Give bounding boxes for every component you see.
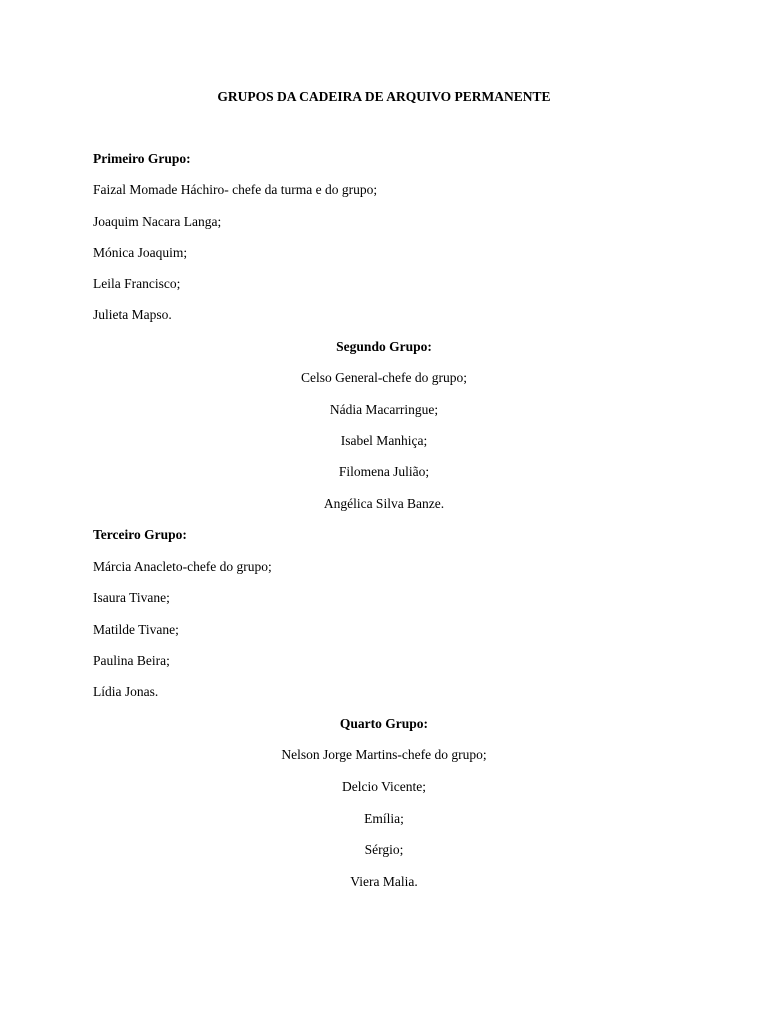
group-member-item: Sérgio;: [364, 842, 404, 857]
group-member-item: Isaura Tivane;: [93, 590, 170, 605]
group-heading-primeiro: Primeiro Grupo:: [93, 151, 191, 166]
group-member-item: Celso General-chefe do grupo;: [300, 370, 468, 385]
group-member-item: Nádia Macarringue;: [329, 402, 439, 417]
group-heading-terceiro: Terceiro Grupo:: [93, 527, 187, 542]
group-member-item: Mónica Joaquim;: [93, 245, 188, 260]
group-member-item: Julieta Mapso.: [93, 307, 172, 322]
group-heading-segundo: Segundo Grupo:: [336, 339, 432, 354]
group-member-item: Joaquim Nacara Langa;: [93, 214, 222, 229]
group-member-item: Matilde Tivane;: [93, 622, 179, 637]
group-member-item: Leila Francisco;: [93, 276, 181, 291]
group-member-item: Isabel Manhiça;: [340, 433, 428, 448]
group-member-item: Faizal Momade Háchiro- chefe da turma e do grupo;: [93, 182, 378, 197]
group-member-item: Viera Malia.: [350, 874, 418, 889]
group-member-item: Paulina Beira;: [93, 653, 170, 668]
group-member-item: Lídia Jonas.: [93, 684, 159, 699]
group-member-item: Márcia Anacleto-chefe do grupo;: [93, 559, 272, 574]
document-title: GRUPOS DA CADEIRA DE ARQUIVO PERMANENTE: [217, 89, 551, 104]
group-heading-quarto: Quarto Grupo:: [339, 716, 429, 731]
group-member-item: Angélica Silva Banze.: [323, 496, 445, 511]
group-member-item: Emília;: [364, 811, 404, 826]
group-member-item: Nelson Jorge Martins-chefe do grupo;: [281, 747, 487, 762]
group-member-item: Filomena Julião;: [338, 464, 430, 479]
group-member-item: Delcio Vicente;: [341, 779, 427, 794]
